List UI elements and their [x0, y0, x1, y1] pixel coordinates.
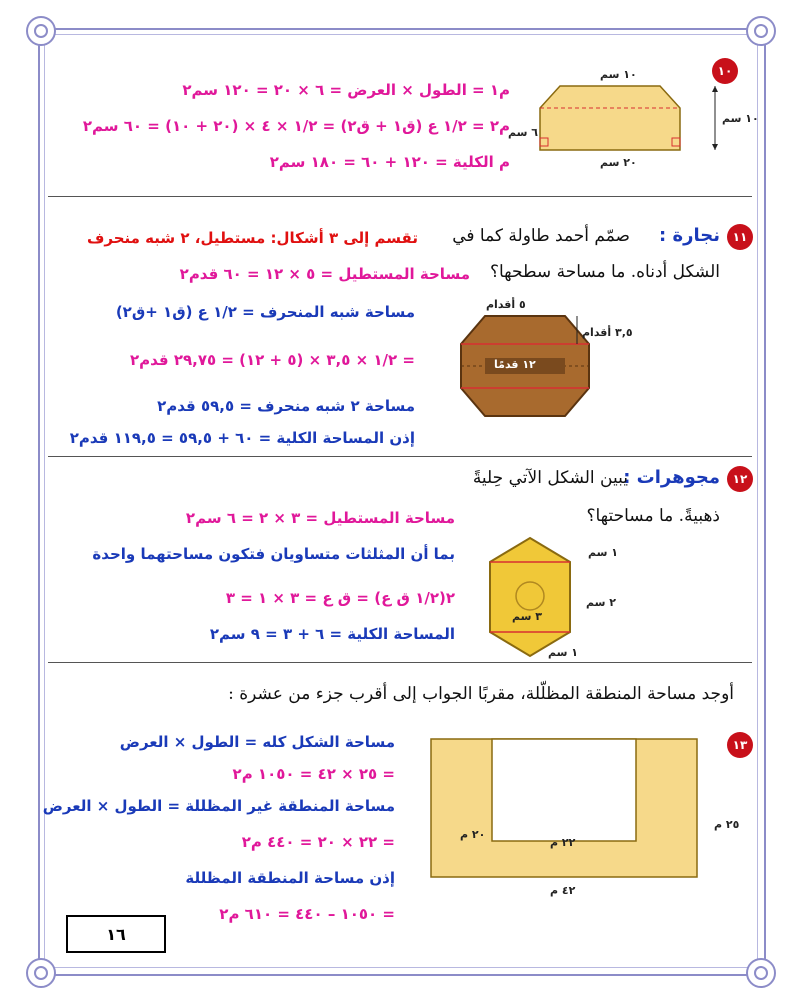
gold-pendant-figure: [470, 532, 590, 662]
p12-keyword: مجوهرات :: [623, 467, 720, 488]
divider: [48, 456, 752, 457]
p12-question-line2: ذهبيةً. ما مساحتها؟: [586, 506, 720, 526]
divider: [48, 662, 752, 663]
fig12-width-label: ٣ سم: [512, 610, 542, 623]
problem-number-badge: ١٣: [727, 732, 753, 758]
fig11-top-label: ٥ أقدام: [486, 298, 526, 311]
page-number-box: [66, 915, 166, 953]
p13-line5: إذن مساحة المنطقة المظللة: [185, 869, 395, 887]
p10-line3: م الكلية = ١٢٠ + ٦٠ = ١٨٠ سم٢: [269, 153, 510, 171]
p11-question-line2: الشكل أدناه. ما مساحة سطحها؟: [489, 262, 720, 282]
divider: [48, 196, 752, 197]
p12-tri-calc: ٢(١/٢ ق ع) = ق ع = ٣ × ١ = ٣: [225, 589, 455, 607]
fig13-inner-height-label: ٢٠ م: [460, 828, 486, 841]
fig13-outer-height-label: ٢٥ م: [714, 818, 740, 831]
corner-ornament: [26, 16, 56, 46]
p11-question: صمّم أحمد طاولة كما في: [452, 226, 630, 246]
p11-note: تقسم إلى ٣ أشكال: مستطيل، ٢ شبه منحرف: [86, 229, 418, 247]
p11-total: إذن المساحة الكلية = ٦٠ + ٥٩,٥ = ١١٩,٥ قدم٢: [69, 429, 415, 447]
fig10-bottom-label: ٢٠ سم: [600, 156, 637, 169]
p11-keyword: نجارة :: [659, 225, 720, 246]
section-instruction: أوجد مساحة المنطقة المظلّلة، مقربًا الجواب إلى أقرب جزء من عشرة :: [228, 684, 734, 704]
p10-line2: م٢ = ١/٢ ع (ق١ + ق٢) = ١/٢ × ٤ × (٢٠ + ١٠) = ٦٠ سم٢: [82, 117, 510, 135]
fig10-height-label: ١٠ سم: [722, 112, 759, 125]
fig11-length-label: ١٢ قدمًا: [494, 358, 536, 371]
p11-rect-area: مساحة المستطيل = ٥ × ١٢ = ٦٠ قدم٢: [179, 265, 470, 283]
p12-triangles-note: بما أن المثلثات متساويان فتكون مساحتهما واحدة: [92, 545, 455, 563]
p13-line3: مساحة المنطقة غير المظللة = الطول × العرض: [42, 797, 395, 815]
fig13-outer-width-label: ٤٢ م: [550, 884, 576, 897]
p10-line1: م١ = الطول × العرض = ٦ × ٢٠ = ١٢٠ سم٢: [182, 81, 510, 99]
problem-number-badge: ١٢: [727, 466, 753, 492]
fig12-top-label: ١ سم: [588, 546, 618, 559]
p13-line1: مساحة الشكل كله = الطول × العرض: [119, 733, 395, 751]
corner-ornament: [746, 16, 776, 46]
p13-line6: = ١٠٥٠ – ٤٤٠ = ٦١٠ م٢: [219, 905, 395, 923]
fig13-inner-width-label: ٢٢ م: [550, 836, 576, 849]
p13-line4: = ٢٢ × ٢٠ = ٤٤٠ م٢: [241, 833, 395, 851]
fig10-side-label: ٦ سم: [508, 126, 538, 139]
p12-question: يبين الشكل الآتي حِليةً: [472, 468, 628, 488]
p13-line2: = ٢٥ × ٤٢ = ١٠٥٠ م٢: [232, 765, 395, 783]
corner-ornament: [26, 958, 56, 988]
fig12-bottom-label: ١ سم: [548, 646, 578, 659]
fig11-height-label: ٣,٥ أقدام: [582, 326, 633, 339]
corner-ornament: [746, 958, 776, 988]
p12-total: المساحة الكلية = ٦ + ٣ = ٩ سم٢: [209, 625, 455, 643]
p11-two-trap: مساحة ٢ شبه منحرف = ٥٩,٥ قدم٢: [157, 397, 415, 415]
fig10-top-label: ١٠ سم: [600, 68, 637, 81]
problem-number-badge: ١١: [727, 224, 753, 250]
p11-trap-calc: = ١/٢ × ٣,٥ × (٥ + ١٢) = ٢٩,٧٥ قدم٢: [129, 351, 415, 369]
fig12-side-label: ٢ سم: [586, 596, 616, 609]
p11-trap-formula: مساحة شبه المنحرف = ١/٢ ع (ق١ +ق٢): [115, 303, 415, 321]
shaded-region-figure: [430, 738, 700, 878]
page-number: ١٦: [106, 924, 126, 944]
p12-rect-area: مساحة المستطيل = ٣ × ٢ = ٦ سم٢: [185, 509, 455, 527]
problem-number-badge: ١٠: [712, 58, 738, 84]
